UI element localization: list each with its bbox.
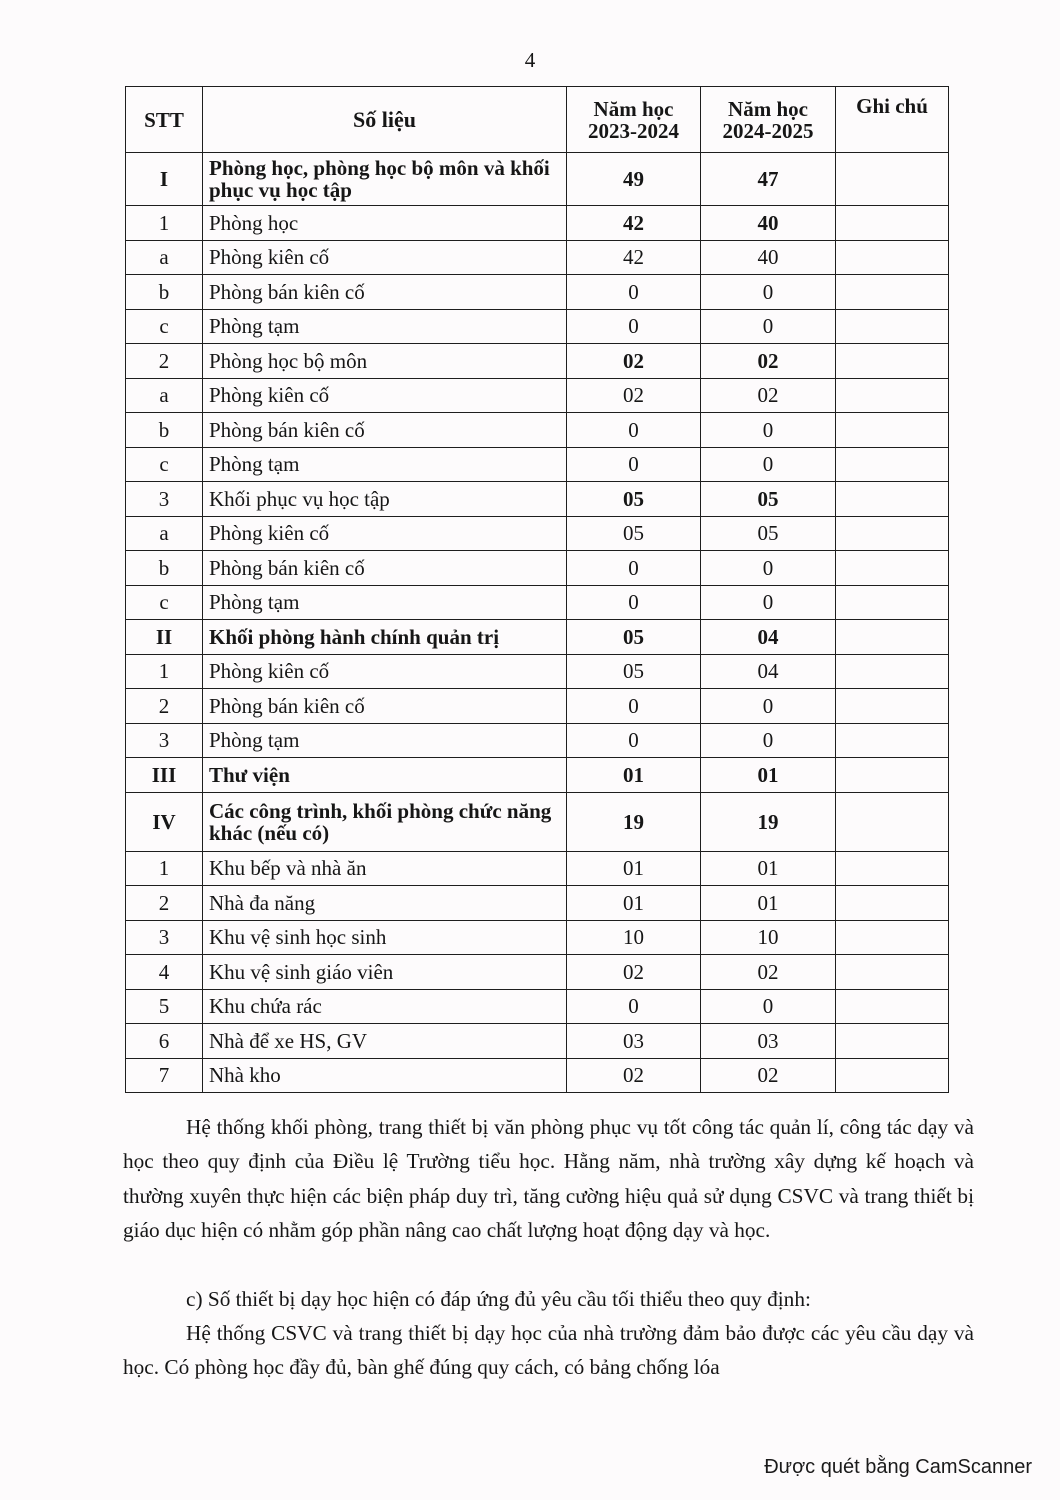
table-row (126, 413, 949, 448)
cell-note (836, 1024, 949, 1059)
header-note: Ghi chú (836, 87, 949, 153)
cell-stt: 1 (126, 206, 203, 241)
table-row (126, 447, 949, 482)
cell-year2: 0 (701, 723, 836, 758)
cell-year1: 01 (567, 886, 701, 921)
cell-note (836, 792, 949, 851)
cell-stt: c (126, 447, 203, 482)
cell-note (836, 1058, 949, 1093)
cell-name: Thư viện (203, 758, 567, 793)
cell-year1: 0 (567, 413, 701, 448)
cell-year2: 0 (701, 275, 836, 310)
cell-year1: 03 (567, 1024, 701, 1059)
cell-year1: 42 (567, 240, 701, 275)
cell-stt: 2 (126, 689, 203, 724)
cell-stt: c (126, 585, 203, 620)
cell-name: Khối phòng hành chính quản trị (203, 620, 567, 655)
cell-note (836, 240, 949, 275)
cell-year2: 01 (701, 851, 836, 886)
table-row (126, 620, 949, 655)
cell-stt: b (126, 413, 203, 448)
cell-stt: 1 (126, 851, 203, 886)
cell-name: Khu chứa rác (203, 989, 567, 1024)
header-year1-line2: 2023-2024 (588, 118, 679, 143)
cell-note (836, 758, 949, 793)
cell-year1: 0 (567, 447, 701, 482)
cell-name: Khối phục vụ học tập (203, 482, 567, 517)
cell-year2: 0 (701, 689, 836, 724)
cell-year1: 02 (567, 344, 701, 379)
cell-name: Phòng tạm (203, 309, 567, 344)
cell-year2: 01 (701, 758, 836, 793)
cell-stt: 5 (126, 989, 203, 1024)
cell-name: Phòng tạm (203, 723, 567, 758)
cell-year1: 0 (567, 689, 701, 724)
cell-name: Phòng kiên cố (203, 654, 567, 689)
cell-note (836, 153, 949, 206)
cell-name: Phòng học (203, 206, 567, 241)
cell-note (836, 989, 949, 1024)
cell-year1: 0 (567, 585, 701, 620)
cell-note (836, 206, 949, 241)
cell-year1: 01 (567, 851, 701, 886)
cell-year2: 02 (701, 344, 836, 379)
cell-year1: 05 (567, 482, 701, 517)
cell-note (836, 654, 949, 689)
cell-note (836, 620, 949, 655)
cell-note (836, 482, 949, 517)
cell-year2: 0 (701, 989, 836, 1024)
cell-stt: III (126, 758, 203, 793)
cell-note (836, 851, 949, 886)
cell-name: Nhà đa năng (203, 886, 567, 921)
table-row (126, 516, 949, 551)
cell-stt: a (126, 516, 203, 551)
cell-note (836, 551, 949, 586)
cell-note (836, 413, 949, 448)
cell-year1: 02 (567, 1058, 701, 1093)
cell-note (836, 275, 949, 310)
cell-year2: 02 (701, 1058, 836, 1093)
cell-year2: 40 (701, 240, 836, 275)
cell-year2: 0 (701, 413, 836, 448)
cell-note (836, 309, 949, 344)
cell-year2: 19 (701, 792, 836, 851)
cell-stt: 6 (126, 1024, 203, 1059)
table-row (126, 886, 949, 921)
cell-name: Phòng bán kiên cố (203, 413, 567, 448)
cell-note (836, 723, 949, 758)
cell-stt: I (126, 153, 203, 206)
table-row (126, 1024, 949, 1059)
header-year1 (567, 87, 701, 153)
cell-stt: 2 (126, 344, 203, 379)
cell-year1: 05 (567, 516, 701, 551)
cell-note (836, 447, 949, 482)
cell-note (836, 955, 949, 990)
cell-stt: b (126, 275, 203, 310)
cell-stt: 7 (126, 1058, 203, 1093)
table-row (126, 723, 949, 758)
header-year2-line1: Năm học (728, 96, 808, 121)
table-row (126, 378, 949, 413)
cell-year2: 40 (701, 206, 836, 241)
cell-note (836, 585, 949, 620)
cell-year1: 02 (567, 378, 701, 413)
cell-year1: 42 (567, 206, 701, 241)
table-row (126, 206, 949, 241)
cell-year1: 19 (567, 792, 701, 851)
cell-name: Nhà kho (203, 1058, 567, 1093)
cell-name: Phòng học bộ môn (203, 344, 567, 379)
paragraph-facilities: Hệ thống khối phòng, trang thiết bị văn phòng phục vụ tốt công tác quản lí, công tác dạy và học theo quy định của Điều lệ Trường tiểu học. Hằng năm, nhà trường xây dựng kế hoạch và thường xuyên thực hiện các biện pháp duy trì, tăng cường hiệu quả sử dụng CSVC và trang thiết bị giáo dục hiện có nhằm góp phần nâng cao chất lượng hoạt động dạy và học. (123, 1115, 974, 1242)
table-row (126, 989, 949, 1024)
header-year1-line1: Năm học (593, 96, 674, 121)
table-row (126, 851, 949, 886)
cell-year1: 0 (567, 275, 701, 310)
cell-year2: 02 (701, 378, 836, 413)
cell-name: Phòng bán kiên cố (203, 689, 567, 724)
table-row (126, 309, 949, 344)
cell-year2: 02 (701, 955, 836, 990)
cell-name: Phòng tạm (203, 447, 567, 482)
header-name: Số liệu (203, 87, 567, 153)
cell-name: Phòng kiên cố (203, 378, 567, 413)
table-row (126, 792, 949, 851)
cell-year1: 01 (567, 758, 701, 793)
table-row (126, 920, 949, 955)
cell-name: Phòng bán kiên cố (203, 551, 567, 586)
cell-year1: 0 (567, 551, 701, 586)
header-year2 (701, 87, 836, 153)
cell-stt: 4 (126, 955, 203, 990)
cell-name: Phòng tạm (203, 585, 567, 620)
table-row (126, 551, 949, 586)
cell-name: Khu vệ sinh học sinh (203, 920, 567, 955)
cell-year1: 0 (567, 309, 701, 344)
cell-stt: c (126, 309, 203, 344)
cell-year2: 0 (701, 309, 836, 344)
cell-stt: a (126, 378, 203, 413)
cell-year2: 05 (701, 482, 836, 517)
table-row (126, 654, 949, 689)
table-row (126, 758, 949, 793)
paragraph-equipment: Hệ thống CSVC và trang thiết bị dạy học của nhà trường đảm bảo được các yêu cầu dạy và học. Có phòng học đầy đủ, bàn ghế đúng quy cách, có bảng chống lóa (123, 1321, 974, 1380)
cell-stt: 1 (126, 654, 203, 689)
cell-year1: 49 (567, 153, 701, 206)
table-row (126, 482, 949, 517)
cell-note (836, 344, 949, 379)
cell-year2: 04 (701, 654, 836, 689)
header-stt: STT (126, 87, 203, 153)
cell-stt: 2 (126, 886, 203, 921)
cell-name: Phòng kiên cố (203, 516, 567, 551)
cell-note (836, 378, 949, 413)
cell-stt: II (126, 620, 203, 655)
cell-note (836, 886, 949, 921)
cell-stt: IV (126, 792, 203, 851)
cell-year2: 0 (701, 585, 836, 620)
table-row (126, 955, 949, 990)
paragraph-section-c-heading: c) Số thiết bị dạy học hiện có đáp ứng đủ yêu cầu tối thiểu theo quy định: (186, 1287, 811, 1311)
cell-year2: 0 (701, 447, 836, 482)
cell-note (836, 516, 949, 551)
cell-year1: 10 (567, 920, 701, 955)
facilities-table (125, 86, 949, 1093)
cell-year2: 10 (701, 920, 836, 955)
table-row (126, 153, 949, 206)
cell-year1: 02 (567, 955, 701, 990)
cell-note (836, 920, 949, 955)
cell-year2: 04 (701, 620, 836, 655)
cell-year1: 0 (567, 723, 701, 758)
cell-year1: 0 (567, 989, 701, 1024)
cell-name: Phòng học, phòng học bộ môn và khối phục vụ học tập (203, 153, 567, 206)
cell-year2: 03 (701, 1024, 836, 1059)
cell-stt: 3 (126, 920, 203, 955)
table-body (126, 153, 949, 1093)
cell-name: Khu bếp và nhà ăn (203, 851, 567, 886)
header-year2-line2: 2024-2025 (722, 118, 814, 143)
cell-year2: 47 (701, 153, 836, 206)
cell-year1: 05 (567, 654, 701, 689)
table-row (126, 275, 949, 310)
table-row (126, 1058, 949, 1093)
cell-year1: 05 (567, 620, 701, 655)
cell-year2: 01 (701, 886, 836, 921)
table-header-row (126, 87, 949, 153)
page-number: 4 (524, 48, 536, 72)
table-row (126, 240, 949, 275)
cell-stt: b (126, 551, 203, 586)
cell-year2: 0 (701, 551, 836, 586)
table-row (126, 344, 949, 379)
cell-name: Phòng bán kiên cố (203, 275, 567, 310)
cell-year2: 05 (701, 516, 836, 551)
table-row (126, 689, 949, 724)
cell-name: Các công trình, khối phòng chức năng khác (nếu có) (203, 792, 567, 851)
camscanner-watermark: Được quét bằng CamScanner (764, 1456, 1032, 1478)
cell-stt: 3 (126, 482, 203, 517)
cell-note (836, 689, 949, 724)
cell-stt: a (126, 240, 203, 275)
cell-name: Phòng kiên cố (203, 240, 567, 275)
table-row (126, 585, 949, 620)
cell-stt: 3 (126, 723, 203, 758)
cell-name: Nhà để xe HS, GV (203, 1024, 567, 1059)
cell-name: Khu vệ sinh giáo viên (203, 955, 567, 990)
